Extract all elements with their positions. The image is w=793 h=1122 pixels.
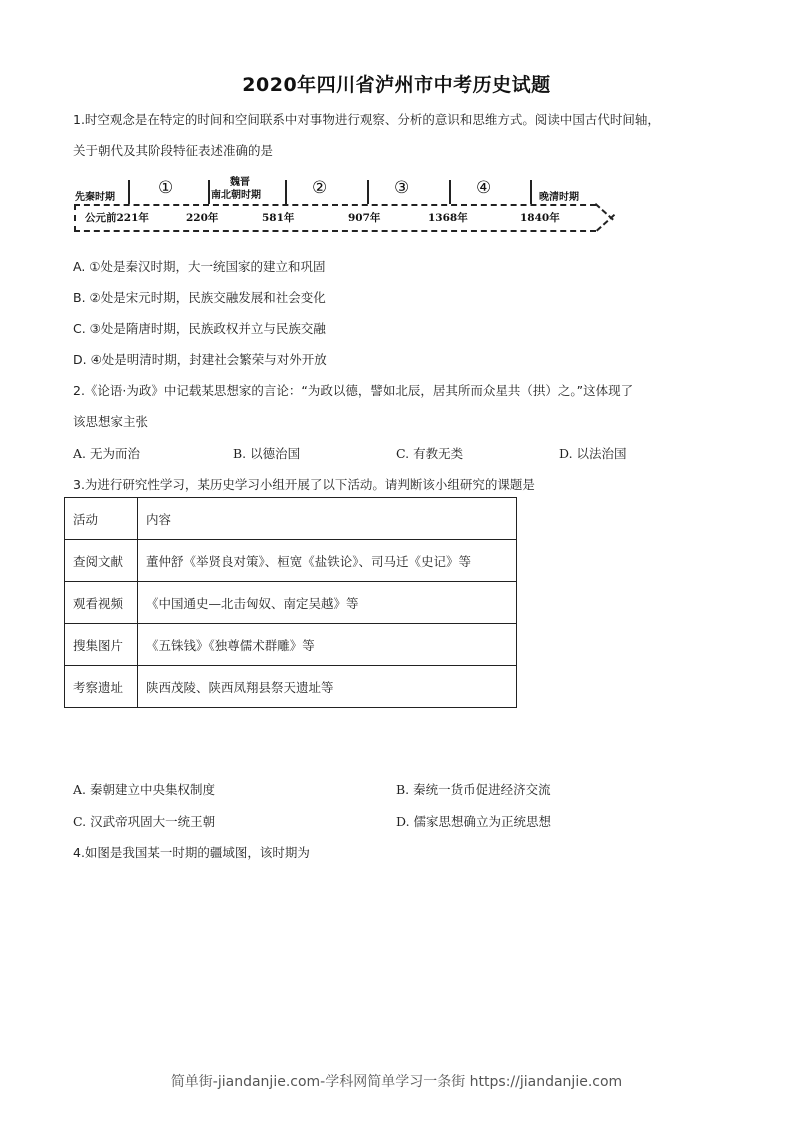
q1-stem-line1: 1.时空观念是在特定的时间和空间联系中对事物进行观察、分析的意识和思维方式。阅读中国古代时间轴， — [73, 112, 660, 127]
timeline-arrowhead-bottom — [596, 214, 615, 232]
timeline-period-wei-jin: 魏晋 — [230, 177, 250, 188]
q2-stem-line2: 该思想家主张 — [73, 414, 149, 429]
timeline-tick — [285, 180, 287, 204]
q2-option-d: D. 以法治国 — [559, 446, 627, 461]
table-row — [65, 540, 517, 582]
timeline-period-pre-qin: 先秦时期 — [75, 192, 115, 203]
table-cell-content: 陕西茂陵、陕西凤翔县祭天遗址等 — [138, 666, 517, 708]
footer-watermark: 简单街-jiandanjie.com-学科网简单学习一条街 https://jiandanjie.com — [170, 1074, 623, 1090]
timeline-period-marker-3: ③ — [394, 178, 410, 198]
timeline-arrow-band — [74, 204, 596, 232]
table-header-cell: 活动 — [65, 498, 138, 540]
table-row — [65, 666, 517, 708]
timeline-tick — [367, 180, 369, 204]
table-row — [65, 624, 517, 666]
q2-stem-line1: 2.《论语·为政》中记载某思想家的言论：“为政以德，譬如北辰，居其所而众星共（拱）之。”这体现了 — [73, 383, 634, 398]
timeline-year: 220年 — [186, 212, 219, 224]
q3-option-d: D. 儒家思想确立为正统思想 — [396, 814, 552, 829]
q1-option-b: B. ②处是宋元时期，民族交融发展和社会变化 — [73, 290, 326, 305]
timeline-year: 公元前221年 — [85, 212, 149, 224]
q1-stem-line2: 关于朝代及其阶段特征表述准确的是 — [73, 143, 274, 158]
table-cell-content: 《五铢钱》《独尊儒术群雕》等 — [138, 624, 517, 666]
timeline-period-marker-4: ④ — [476, 178, 492, 198]
table-cell-activity: 查阅文献 — [65, 540, 138, 582]
q1-option-d: D. ④处是明清时期，封建社会繁荣与对外开放 — [73, 352, 327, 367]
table-row — [65, 582, 517, 624]
timeline-tick — [208, 180, 210, 204]
page-title: 2020年四川省泸州市中考历史试题 — [242, 74, 551, 96]
q3-option-c: C. 汉武帝巩固大一统王朝 — [73, 814, 216, 829]
timeline-year: 1368年 — [428, 212, 468, 224]
timeline-tick — [530, 180, 532, 204]
table-cell-content: 《中国通史—北击匈奴、南定吴越》等 — [138, 582, 517, 624]
table-cell-content: 董仲舒《举贤良对策》、桓宽《盐铁论》、司马迁《史记》等 — [138, 540, 517, 582]
q2-option-a: A. 无为而治 — [73, 446, 140, 461]
activity-table — [64, 497, 517, 708]
timeline-tick — [128, 180, 130, 204]
q4-stem: 4.如图是我国某一时期的疆域图，该时期为 — [73, 845, 310, 860]
q3-option-a: A. 秦朝建立中央集权制度 — [73, 782, 215, 797]
q2-option-b: B. 以德治国 — [233, 446, 301, 461]
history-timeline — [72, 170, 632, 245]
q3-stem: 3.为进行研究性学习，某历史学习小组开展了以下活动。请判断该小组研究的课题是 — [73, 477, 535, 492]
timeline-year: 1840年 — [520, 212, 560, 224]
timeline-period-marker-2: ② — [312, 178, 328, 198]
q1-option-a: A. ①处是秦汉时期，大一统国家的建立和巩固 — [73, 259, 326, 274]
timeline-period-north-south: 南北朝时期 — [211, 190, 261, 201]
timeline-year: 581年 — [262, 212, 295, 224]
timeline-period-late-qing: 晚清时期 — [539, 192, 579, 203]
timeline-period-marker-1: ① — [158, 178, 174, 198]
table-header-row — [65, 498, 517, 540]
q2-option-c: C. 有教无类 — [396, 446, 464, 461]
table-header-cell: 内容 — [138, 498, 517, 540]
q3-option-b: B. 秦统一货币促进经济交流 — [396, 782, 551, 797]
timeline-year: 907年 — [348, 212, 381, 224]
table-cell-activity: 考察遗址 — [65, 666, 138, 708]
timeline-tick — [449, 180, 451, 204]
q1-option-c: C. ③处是隋唐时期，民族政权并立与民族交融 — [73, 321, 326, 336]
table-cell-activity: 观看视频 — [65, 582, 138, 624]
table-cell-activity: 搜集图片 — [65, 624, 138, 666]
